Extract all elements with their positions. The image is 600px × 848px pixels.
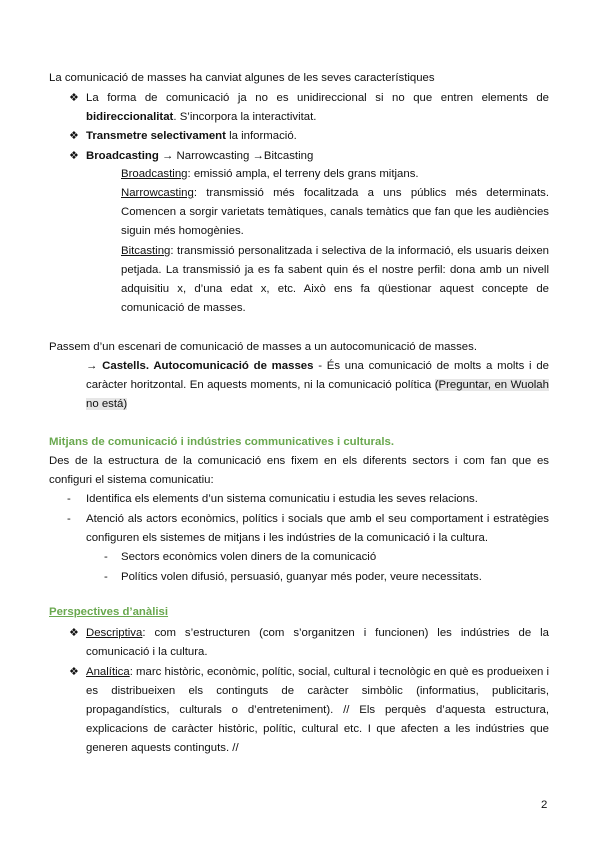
bullet-descriptiva: Descriptiva: com s’estructuren (com s’organitzen i funcionen) les indústries de la comunicació i la cultura. bbox=[86, 627, 549, 658]
sub-list-item: Sectors econòmics volen diners de la comunicació bbox=[121, 551, 377, 563]
definition-bitcasting: Bitcasting: transmissió personalitzada i selectiva de la informació, els usuaris deixen petjada. La transmissió ja es fa sabent quin és el nostre perfil: dona amb un nivell adquisitiu x, d’una edat x, etc. Això ens fa qüestionar aquest concepte de comunicació de masses. bbox=[121, 245, 549, 314]
diamond-bullet-icon: ❖ bbox=[69, 666, 79, 678]
bullet-analitica: Analítica: marc històric, econòmic, polític, social, cultural i tecnològic en què es produeixen i es distribueixen els continguts de caràcter simbòlic (informatius, publicitaris, propagandístics, culturals o d’entreteniment). // Els perquès d’aquesta estructura, explicacions de caràcter històric, polític, cultural etc. I que afecten a les indústries que generen aquests continguts. // bbox=[86, 666, 549, 754]
section-heading-mitjans: Mitjans de comunicació i indústries communicatives i culturals. bbox=[49, 436, 394, 448]
diamond-bullet-icon: ❖ bbox=[69, 627, 79, 639]
passem-paragraph: Passem d’un escenari de comunicació de masses a un autocomunicació de masses. bbox=[49, 341, 478, 353]
diamond-bullet-icon: ❖ bbox=[69, 150, 79, 162]
definition-narrowcasting: Narrowcasting: transmissió més focalitzada a uns públics més determinats. Comencen a sorgir varietats temàtiques, canals temàtics que fan que les audiències siguin més homogènies. bbox=[121, 187, 549, 237]
page-number: 2 bbox=[541, 799, 548, 811]
intro-paragraph: La comunicació de masses ha canviat algunes de les seves característiques bbox=[49, 72, 435, 84]
definition-broadcasting: Broadcasting: emissió ampla, el terreny dels grans mitjans. bbox=[121, 168, 419, 180]
dash-bullet-icon: - bbox=[104, 571, 108, 583]
arrow-icon: → bbox=[86, 360, 98, 372]
dash-bullet-icon: - bbox=[67, 493, 71, 505]
list-item: Atenció als actors econòmics, polítics i socials que amb el seu comportament i estratègies configuren els sistemes de mitjans i les indústries de la comunicació i la cultura. bbox=[86, 513, 549, 544]
bullet-transmetre: Transmetre selectivament la informació. bbox=[86, 130, 297, 142]
section-mitjans-intro: Des de la estructura de la comunicació ens fixem en els diferents sectors i com fan que es configuri el sistema comunicatiu: bbox=[49, 455, 549, 486]
castells-paragraph: → Castells. Autocomunicació de masses - És una comunicació de molts a molts i de caràcter horitzontal. En aquests moments, ni la comunicació política (Preguntar, en Wuolah no está) bbox=[86, 360, 549, 410]
bullet-broadcasting: Broadcasting → Narrowcasting →Bitcasting bbox=[86, 150, 314, 162]
list-item: Identifica els elements d’un sistema comunicatiu i estudia les seves relacions. bbox=[86, 493, 478, 505]
section-heading-perspectives: Perspectives d’anàlisi bbox=[49, 606, 169, 618]
diamond-bullet-icon: ❖ bbox=[69, 92, 79, 104]
dash-bullet-icon: - bbox=[104, 551, 108, 563]
bullet-bidireccionalitat: La forma de comunicació ja no es unidireccional si no que entren elements de bidireccionalitat. S’incorpora la interactivitat. bbox=[86, 92, 549, 123]
diamond-bullet-icon: ❖ bbox=[69, 130, 79, 142]
dash-bullet-icon: - bbox=[67, 513, 71, 525]
sub-list-item: Polítics volen difusió, persuasió, guanyar més poder, veure necessitats. bbox=[121, 571, 482, 583]
